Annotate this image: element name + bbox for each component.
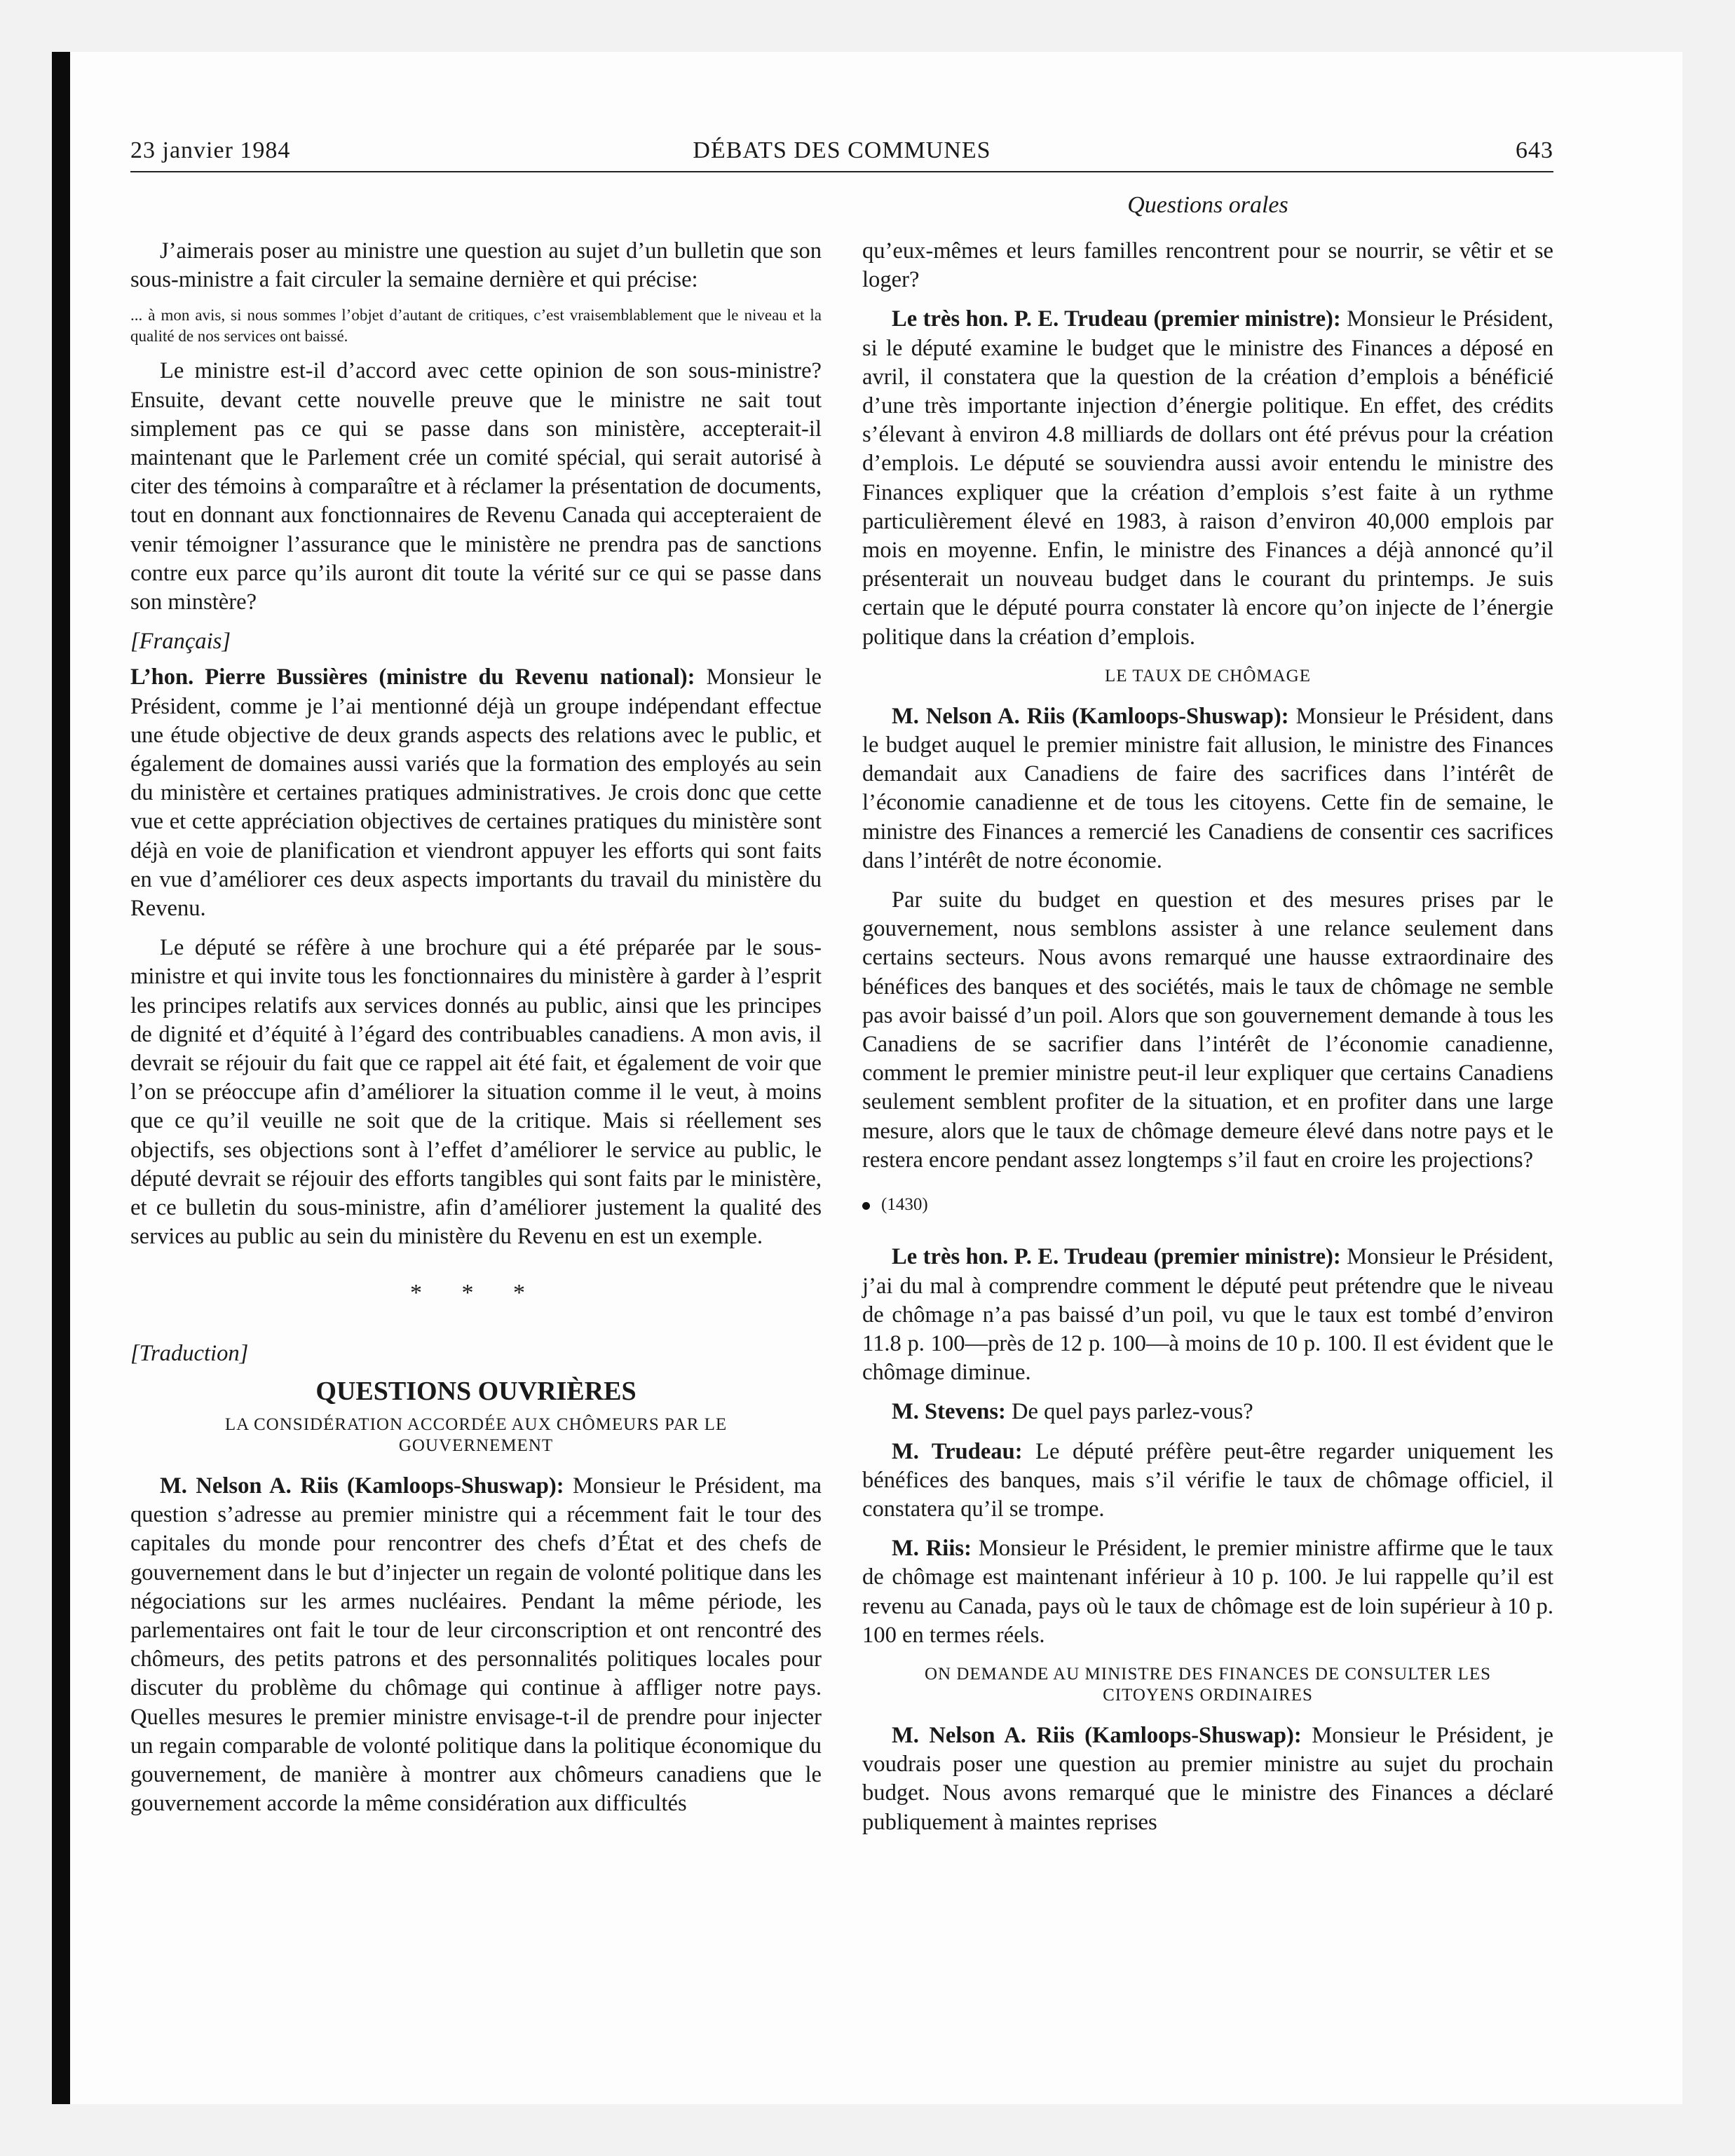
speaker-name: Le très hon. P. E. Trudeau (premier ministre): bbox=[892, 1244, 1341, 1270]
speech-text: Monsieur le Président, si le député examine le budget que le ministre des Finances a déposé en avril, il constatera que la question de la création d’emplois a bénéficié d’une très importante injection d’énergie politique. En effet, des crédits s’élevant à environ 4.8 milliards de dollars ont été prévus pour la création d’emplois. Le député se souviendra aussi avoir entendu le ministre des Finances expliquer que la création d’emplois s’est faite à un rythme particulièrement élevé en 1983, à raison d’environ 40,000 emplois par mois en moyenne. Enfin, le ministre des Finances a déjà annoncé qu’il présenterait un nouveau budget dans le courant du printemps. Je suis certain que le député pourra constater là encore qu’on injecte de l’énergie politique dans la création d’emplois. bbox=[862, 306, 1553, 650]
speech bbox=[862, 1721, 1553, 1837]
page-number: 643 bbox=[1516, 137, 1553, 163]
speech-text: Monsieur le Président, le premier ministre affirme que le taux de chômage est maintenant inférieur à 10 p. 100. Je lui rappelle qu’il est revenu au Canada, pays où le taux de chômage est de loin supérieur à 10 p. 100 en termes réels. bbox=[862, 1536, 1553, 1648]
speech bbox=[862, 1398, 1553, 1426]
speech bbox=[862, 305, 1553, 651]
subsection-heading: ON DEMANDE AU MINISTRE DES FINANCES DE CONSULTER LES CITOYENS ORDINAIRES bbox=[924, 1664, 1492, 1705]
time-marker bbox=[862, 1190, 1553, 1219]
subsection-heading: LA CONSIDÉRATION ACCORDÉE AUX CHÔMEURS PAR LE GOUVERNEMENT bbox=[224, 1414, 728, 1455]
section-separator: * * * bbox=[410, 1279, 542, 1306]
bullet-icon bbox=[862, 1202, 870, 1210]
speaker-name: M. Stevens: bbox=[892, 1399, 1006, 1425]
binding-edge bbox=[52, 52, 70, 2104]
speaker-name: M. Riis: bbox=[892, 1536, 972, 1562]
speech-text: Monsieur le Président, ma question s’adresse au premier ministre qui a récemment fait le tour des capitales du monde pour rencontrer des chefs d’État et des chefs de gouvernement dans le but d’injecter un regain de volonté politique dans les négociations sur les armes nucléaires. Pendant la même période, les parlementaires ont fait le tour de leur circonscription et ont rencontré des chômeurs, des petits patrons et des personnalités politiques locales pour discuter du problème du chômage qui continue à affliger notre pays. Quelles mesures le premier ministre envisage-t-il de prendre pour injecter un regain comparable de volonté politique dans la politique économique du gouvernement, de manière à montrer aux chômeurs canadiens que le gouvernement accorde la même considération aux difficultés bbox=[130, 1473, 822, 1817]
speaker-name: Le très hon. P. E. Trudeau (premier ministre): bbox=[892, 306, 1341, 332]
section-heading: QUESTIONS OUVRIÈRES bbox=[315, 1376, 637, 1406]
speech bbox=[862, 1438, 1553, 1524]
speaker-name: L’hon. Pierre Bussières (ministre du Revenu national): bbox=[130, 664, 695, 690]
paragraph: Par suite du budget en question et des mesures prises par le gouvernement, nous semblons assister à une relance seulement dans certains secteurs. Nous avons remarqué une hausse extraordinaire des bénéfices des banques et des sociétés, mais le taux de chômage ne semble pas avoir baissé d’un poil. Alors que son gouvernement demande à tous les Canadiens de se sacrifier dans l’intérêt de l’économie canadienne, comment le premier ministre peut-il leur expliquer que certains Canadiens seulement semblent profiter de la situation, et en profiter dans une large mesure, alors que le taux de chômage demeure élevé dans notre pays et le restera encore pendant assez longtemps s’il faut en croire les projections? bbox=[862, 887, 1553, 1173]
speech bbox=[862, 702, 1553, 875]
subsection-heading: LE TAUX DE CHÔMAGE bbox=[1105, 666, 1311, 685]
speech-text: Monsieur le Président, dans le budget auquel le premier ministre fait allusion, le ministre des Finances demandait aux Canadiens de faire des sacrifices dans l’intérêt de l’économie canadienne et de tous les citoyens. Cette fin de semaine, le ministre des Finances a remercié les Canadiens de consentir ces sacrifices dans l’intérêt de notre économie. bbox=[862, 703, 1553, 873]
time-marker-text: (1430) bbox=[881, 1195, 928, 1215]
right-column bbox=[862, 237, 1553, 1848]
page-header bbox=[130, 137, 1553, 171]
header-date: 23 janvier 1984 bbox=[130, 137, 291, 163]
paragraph: qu’eux-mêmes et leurs familles rencontrent pour se nourrir, se vêtir et se loger? bbox=[862, 238, 1553, 293]
section-label: Questions orales bbox=[1127, 192, 1288, 218]
speech-text: Monsieur le Président, comme je l’ai mentionné déjà un groupe indépendant effectue une étude objective de deux grands aspects des relations avec le public, et également de domaines aussi variés que la formation des employés au sein du ministère et certaines pratiques administratives. Je crois donc que cette vue et cette appréciation objectives de certaines pratiques du ministère sont déjà en voie de planification et viendront appuyer les efforts qui sont faits en vue d’améliorer ces deux aspects importants du travail du ministère du Revenu. bbox=[130, 664, 822, 922]
speaker-name: M. Trudeau: bbox=[892, 1438, 1023, 1464]
paragraph: J’aimerais poser au ministre une question au sujet d’un bulletin que son sous-ministre a fait circuler la semaine dernière et qui précise: bbox=[130, 238, 822, 293]
header-rule bbox=[130, 171, 1553, 172]
language-marker: [Français] bbox=[130, 629, 231, 655]
speech-text: De quel pays parlez-vous? bbox=[1012, 1399, 1253, 1425]
speech-text: Monsieur le Président, je voudrais poser une question au premier ministre au sujet du prochain budget. Nous avons remarqué que le ministre des Finances a déclaré publiquement à maintes reprises bbox=[862, 1722, 1553, 1835]
speech bbox=[130, 663, 822, 923]
speech bbox=[130, 1472, 822, 1818]
speech bbox=[862, 1534, 1553, 1650]
speech bbox=[862, 1243, 1553, 1387]
speaker-name: M. Nelson A. Riis (Kamloops-Shuswap): bbox=[892, 1722, 1302, 1748]
left-column bbox=[130, 237, 822, 1829]
speaker-name: M. Nelson A. Riis (Kamloops-Shuswap): bbox=[892, 703, 1289, 729]
paragraph: Le ministre est-il d’accord avec cette opinion de son sous-ministre? Ensuite, devant cette nouvelle preuve que le ministre ne sait tout simplement pas ce qui se passe dans son ministère, accepterait-il maintenant que le Parlement crée un comité spécial, qui serait autorisé à citer des témoins à comparaître et à réclamer la présentation de documents, tout en donnant aux fonctionnaires de Revenu Canada qui accepteraient de venir témoigner l’assurance que le ministère ne prendra pas de sanctions contre eux parce qu’ils auront dit toute la vérité sur ce qui se passe dans son minstère? bbox=[130, 358, 822, 615]
header-title: DÉBATS DES COMMUNES bbox=[693, 137, 991, 163]
speaker-name: M. Nelson A. Riis (Kamloops-Shuswap): bbox=[160, 1473, 564, 1499]
language-marker: [Traduction] bbox=[130, 1340, 249, 1366]
quotation: ... à mon avis, si nous sommes l’objet d’autant de critiques, c’est vraisemblablement que le niveau et la qualité de nos services ont baissé. bbox=[130, 306, 822, 346]
speech-text: Monsieur le Président, j’ai du mal à comprendre comment le député peut prétendre que le niveau de chômage n’a pas baissé d’un poil, vu que le taux est tombé d’environ 11.8 p. 100—près de 12 p. 100—à moins de 10 p. 100. Il est évident que le chômage diminue. bbox=[862, 1244, 1553, 1386]
speech-text: Le député préfère peut-être regarder uniquement les bénéfices des banques, mais s’il vérifie le taux de chômage officiel, il constatera qu’il se trompe. bbox=[862, 1438, 1553, 1522]
paragraph: Le député se réfère à une brochure qui a été préparée par le sous-ministre et qui invite tous les fonctionnaires du ministère à garder à l’esprit les principes relatifs aux services donnés au public, ainsi que les principes de dignité et d’équité à l’égard des contribuables canadiens. A mon avis, il devrait se réjouir du fait que ce rappel ait été fait, et également de voir que l’on se préoccupe afin d’améliorer la situation comme il le veut, à moins que ce qu’il veuille ne soit que de la critique. Mais si réellement ses objectifs, ses objections sont à l’effet d’améliorer le service au public, le député devrait se réjouir des efforts tangibles qui sont faits par le ministère, et ce bulletin du sous-ministre, afin d’améliorer justement la qualité des services au public au sein du ministère du Revenu en est un exemple. bbox=[130, 935, 822, 1250]
